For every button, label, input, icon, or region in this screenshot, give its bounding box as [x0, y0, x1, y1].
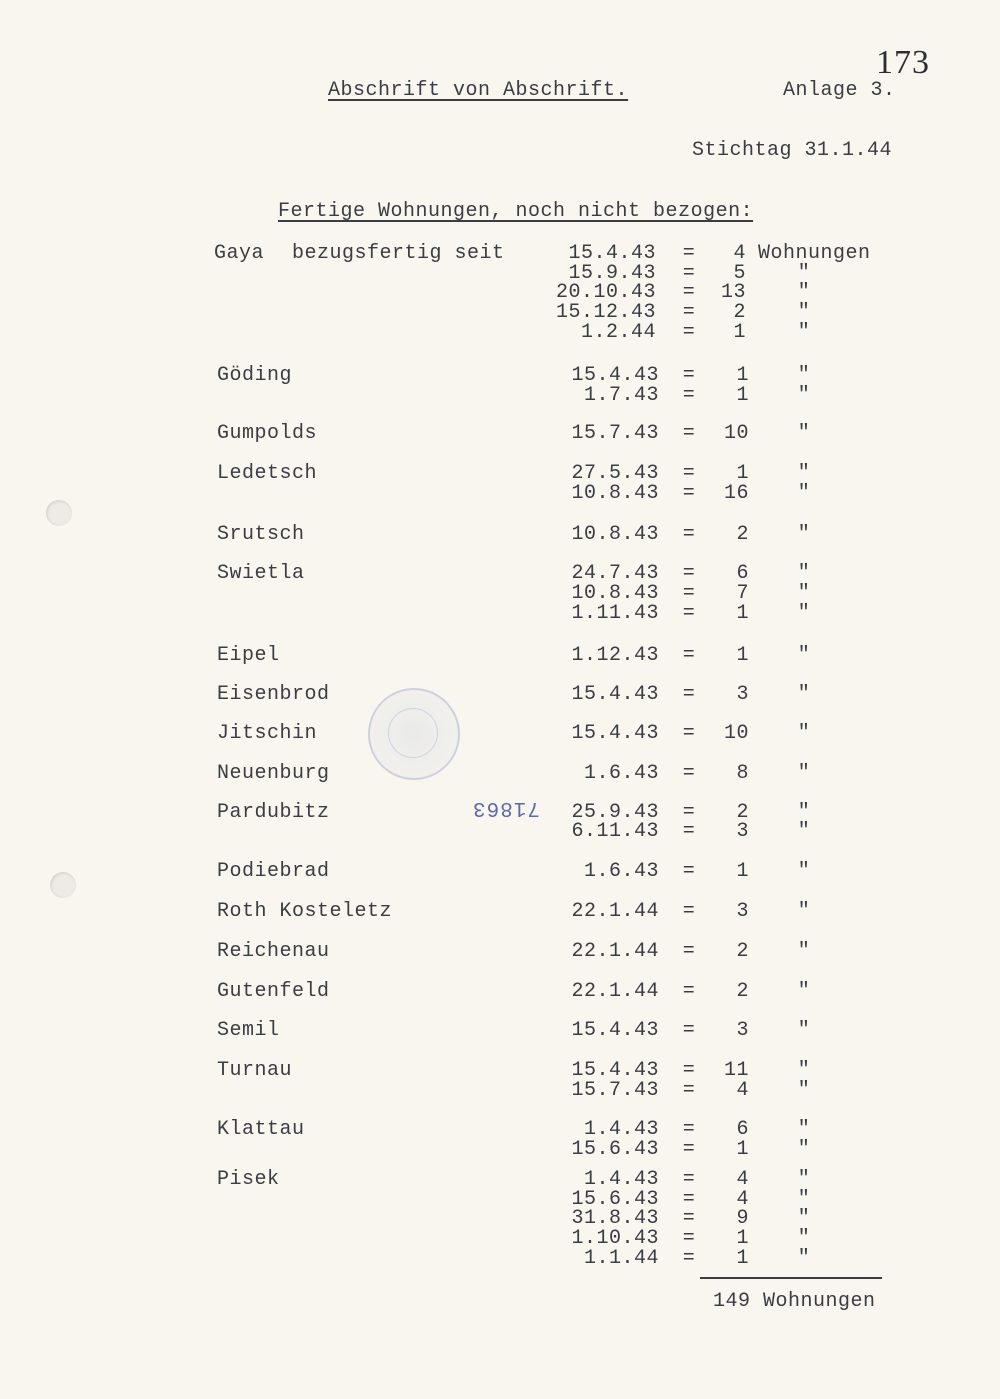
ditto-mark: "	[797, 262, 811, 285]
ready-date: 15.4.43	[571, 722, 659, 745]
equals-sign: =	[682, 940, 696, 963]
equals-sign: =	[682, 242, 696, 265]
ready-date: 15.9.43	[568, 262, 656, 285]
apartment-count: 3	[736, 683, 749, 706]
ditto-mark: "	[797, 582, 811, 605]
ditto-mark: "	[797, 722, 811, 745]
ditto-mark: "	[797, 482, 811, 505]
total-label: 149 Wohnungen	[713, 1290, 876, 1313]
apartment-count: 5	[733, 262, 746, 285]
ready-date: 1.1.44	[583, 1247, 659, 1270]
archive-stamp	[368, 688, 460, 780]
ditto-mark: "	[797, 1207, 811, 1230]
ditto-mark: "	[797, 1247, 811, 1270]
equals-sign: =	[682, 683, 696, 706]
equals-sign: =	[682, 1019, 696, 1042]
ditto-mark: "	[797, 321, 811, 344]
apartment-count: 11	[723, 1059, 749, 1082]
equals-sign: =	[682, 860, 696, 883]
place-name: Göding	[217, 364, 293, 387]
ditto-mark: "	[797, 1138, 811, 1161]
equals-sign: =	[682, 1188, 696, 1211]
equals-sign: =	[682, 1138, 696, 1161]
document-title: Abschrift von Abschrift.	[328, 79, 629, 102]
ditto-mark: "	[797, 1079, 811, 1102]
ditto-mark: "	[797, 940, 811, 963]
ready-date: 1.12.43	[571, 644, 659, 667]
equals-sign: =	[682, 321, 696, 344]
apartment-count: 1	[736, 462, 749, 485]
equals-sign: =	[682, 364, 696, 387]
availability-note: bezugsfertig seit	[292, 242, 505, 265]
ready-date: 10.8.43	[571, 482, 659, 505]
ditto-mark: "	[797, 644, 811, 667]
apartment-count: 16	[723, 482, 749, 505]
apartment-count: 3	[736, 1019, 749, 1042]
apartment-count: 4	[736, 1188, 749, 1211]
ditto-mark: "	[797, 980, 811, 1003]
equals-sign: =	[682, 301, 696, 324]
apartment-count: 9	[736, 1207, 749, 1230]
ready-date: 1.4.43	[583, 1168, 659, 1191]
equals-sign: =	[682, 900, 696, 923]
place-name: Srutsch	[217, 523, 305, 546]
place-name: Eipel	[217, 644, 280, 667]
apartment-count: 8	[736, 762, 749, 785]
ready-date: 24.7.43	[571, 562, 659, 585]
folio-number: 173	[876, 44, 930, 81]
ready-date: 20.10.43	[555, 281, 656, 304]
apartment-count: 6	[736, 562, 749, 585]
apartment-count: 6	[736, 1118, 749, 1141]
apartment-count: 1	[736, 1138, 749, 1161]
apartment-count: 3	[736, 820, 749, 843]
equals-sign: =	[682, 462, 696, 485]
apartment-count: 13	[720, 281, 746, 304]
apartment-count: 7	[736, 582, 749, 605]
place-name: Neuenburg	[217, 762, 330, 785]
total-rule	[700, 1277, 882, 1279]
ditto-mark: "	[797, 281, 811, 304]
equals-sign: =	[682, 582, 696, 605]
place-name: Gaya	[214, 242, 265, 265]
ready-date: 1.10.43	[571, 1227, 659, 1250]
equals-sign: =	[682, 384, 696, 407]
ditto-mark: "	[797, 1118, 811, 1141]
equals-sign: =	[682, 980, 696, 1003]
ready-date: 1.6.43	[583, 762, 659, 785]
equals-sign: =	[682, 644, 696, 667]
ditto-mark: "	[797, 860, 811, 883]
apartment-count: 1	[736, 384, 749, 407]
ready-date: 31.8.43	[571, 1207, 659, 1230]
ditto-mark: "	[797, 523, 811, 546]
ready-date: 10.8.43	[571, 582, 659, 605]
place-name: Swietla	[217, 562, 305, 585]
equals-sign: =	[682, 482, 696, 505]
ditto-mark: "	[797, 562, 811, 585]
ditto-mark: "	[797, 1188, 811, 1211]
ditto-mark: "	[797, 683, 811, 706]
equals-sign: =	[682, 523, 696, 546]
ready-date: 1.2.44	[580, 321, 656, 344]
ready-date: 15.4.43	[571, 364, 659, 387]
equals-sign: =	[682, 602, 696, 625]
place-name: Podiebrad	[217, 860, 330, 883]
unit-label: Wohnungen	[758, 242, 871, 265]
ready-date: 15.4.43	[571, 1059, 659, 1082]
place-name: Pardubitz	[217, 801, 330, 824]
place-name: Jitschin	[217, 722, 318, 745]
apartment-count: 1	[736, 602, 749, 625]
ditto-mark: "	[797, 900, 811, 923]
ready-date: 15.6.43	[571, 1138, 659, 1161]
ready-date: 1.11.43	[571, 602, 659, 625]
apartment-count: 1	[736, 1247, 749, 1270]
place-name: Ledetsch	[217, 462, 318, 485]
equals-sign: =	[682, 1207, 696, 1230]
ditto-mark: "	[797, 762, 811, 785]
apartment-count: 10	[723, 722, 749, 745]
apartment-count: 2	[736, 940, 749, 963]
place-name: Klattau	[217, 1118, 305, 1141]
equals-sign: =	[682, 562, 696, 585]
equals-sign: =	[682, 422, 696, 445]
equals-sign: =	[682, 1059, 696, 1082]
ready-date: 22.1.44	[571, 900, 659, 923]
equals-sign: =	[682, 281, 696, 304]
ready-date: 1.4.43	[583, 1118, 659, 1141]
apartment-count: 4	[733, 242, 746, 265]
equals-sign: =	[682, 801, 696, 824]
ready-date: 15.7.43	[571, 422, 659, 445]
reference-date: Stichtag 31.1.44	[692, 139, 893, 162]
equals-sign: =	[682, 262, 696, 285]
ditto-mark: "	[797, 422, 811, 445]
ready-date: 15.4.43	[568, 242, 656, 265]
apartment-count: 1	[736, 644, 749, 667]
ready-date: 1.6.43	[583, 860, 659, 883]
ditto-mark: "	[797, 801, 811, 824]
ready-date: 22.1.44	[571, 980, 659, 1003]
ditto-mark: "	[797, 462, 811, 485]
ready-date: 25.9.43	[571, 801, 659, 824]
punch-hole	[50, 872, 76, 898]
ditto-mark: "	[797, 364, 811, 387]
ready-date: 15.4.43	[571, 683, 659, 706]
ditto-mark: "	[797, 820, 811, 843]
place-name: Reichenau	[217, 940, 330, 963]
equals-sign: =	[682, 722, 696, 745]
place-name: Eisenbrod	[217, 683, 330, 706]
ditto-mark: "	[797, 1019, 811, 1042]
equals-sign: =	[682, 820, 696, 843]
equals-sign: =	[682, 1118, 696, 1141]
equals-sign: =	[682, 1079, 696, 1102]
apartment-count: 1	[736, 1227, 749, 1250]
annex-label: Anlage 3.	[783, 79, 896, 102]
apartment-count: 4	[736, 1168, 749, 1191]
ditto-mark: "	[797, 1059, 811, 1082]
equals-sign: =	[682, 1227, 696, 1250]
apartment-count: 10	[723, 422, 749, 445]
apartment-count: 2	[736, 980, 749, 1003]
ditto-mark: "	[797, 384, 811, 407]
place-name: Pisek	[217, 1168, 280, 1191]
place-name: Gumpolds	[217, 422, 318, 445]
stamp-number: 71863	[472, 796, 541, 819]
apartment-count: 1	[733, 321, 746, 344]
ready-date: 15.6.43	[571, 1188, 659, 1211]
ready-date: 10.8.43	[571, 523, 659, 546]
punch-hole	[46, 500, 72, 526]
apartment-count: 3	[736, 900, 749, 923]
apartment-count: 2	[736, 523, 749, 546]
ditto-mark: "	[797, 1227, 811, 1250]
ready-date: 15.7.43	[571, 1079, 659, 1102]
ready-date: 15.4.43	[571, 1019, 659, 1042]
place-name: Semil	[217, 1019, 280, 1042]
apartment-count: 2	[736, 801, 749, 824]
apartment-count: 2	[733, 301, 746, 324]
equals-sign: =	[682, 762, 696, 785]
ready-date: 27.5.43	[571, 462, 659, 485]
ready-date: 1.7.43	[583, 384, 659, 407]
apartment-count: 1	[736, 364, 749, 387]
ditto-mark: "	[797, 1168, 811, 1191]
place-name: Turnau	[217, 1059, 293, 1082]
ditto-mark: "	[797, 301, 811, 324]
equals-sign: =	[682, 1168, 696, 1191]
ditto-mark: "	[797, 602, 811, 625]
apartment-count: 4	[736, 1079, 749, 1102]
equals-sign: =	[682, 1247, 696, 1270]
place-name: Gutenfeld	[217, 980, 330, 1003]
ready-date: 6.11.43	[571, 820, 659, 843]
ready-date: 15.12.43	[555, 301, 656, 324]
apartment-count: 1	[736, 860, 749, 883]
place-name: Roth Kosteletz	[217, 900, 393, 923]
ready-date: 22.1.44	[571, 940, 659, 963]
section-heading: Fertige Wohnungen, noch nicht bezogen:	[278, 200, 754, 223]
